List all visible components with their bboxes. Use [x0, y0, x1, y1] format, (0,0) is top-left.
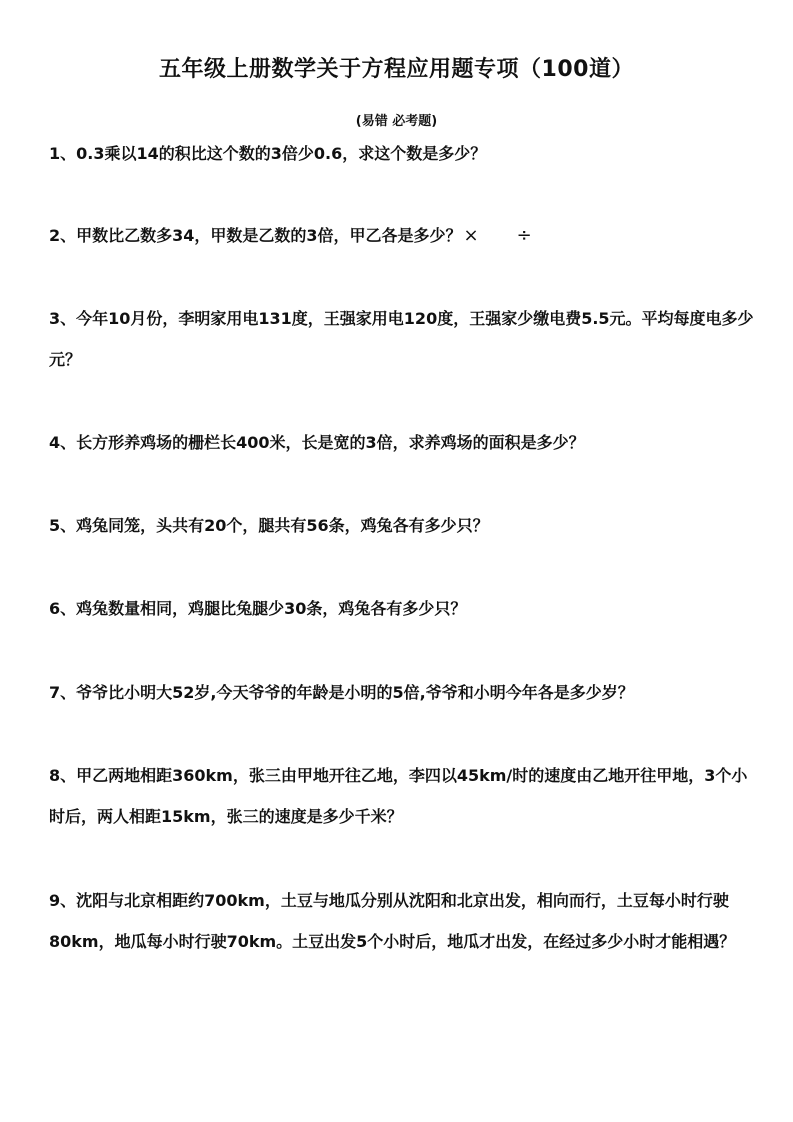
- question-1: [49, 133, 754, 174]
- question-5-text: 5、鸡兔同笼，头共有20个，腿共有56条，鸡兔各有多少只？: [49, 516, 489, 535]
- question-6: [49, 588, 754, 629]
- question-8-text: 8、甲乙两地相距360km，张三由甲地开往乙地，李四以45km/时的速度由乙地开往甲地，3个小时后，两人相距15km，张三的速度是多少千米？: [49, 766, 748, 826]
- question-7-text: 7、爷爷比小明大52岁,今天爷爷的年龄是小明的5倍,爷爷和小明今年各是多少岁？: [49, 683, 634, 702]
- question-1-text: 1、0.3乘以14的积比这个数的3倍少0.6，求这个数是多少？: [49, 144, 487, 163]
- page-title: 五年级上册数学关于方程应用题专项（100道）: [159, 57, 634, 82]
- question-6-text: 6、鸡兔数量相同，鸡腿比兔腿少30条，鸡兔各有多少只？: [49, 599, 467, 618]
- question-4-text: 4、长方形养鸡场的栅栏长400米，长是宽的3倍，求养鸡场的面积是多少？: [49, 433, 585, 452]
- question-2: [49, 215, 754, 256]
- question-3-text: 3、今年10月份，李明家用电131度，王强家用电120度，王强家少缴电费5.5元。平均每度电多少元？: [49, 309, 754, 369]
- question-2-text: 2、甲数比乙数多34，甲数是乙数的3倍，甲乙各是多少？: [49, 226, 462, 245]
- question-8: [49, 755, 754, 837]
- question-3: [49, 298, 754, 380]
- times-symbol: ×: [463, 225, 479, 246]
- question-7: [49, 672, 754, 713]
- divide-symbol: ÷: [516, 225, 532, 246]
- question-4: [49, 422, 754, 463]
- question-5: [49, 505, 754, 546]
- question-9: [49, 880, 754, 962]
- question-9-text: 9、沈阳与北京相距约700km，土豆与地瓜分别从沈阳和北京出发，相向而行，土豆每小时行驶80km，地瓜每小时行驶70km。土豆出发5个小时后，地瓜才出发，在经过多少小时才能相遇？: [49, 891, 736, 951]
- page-subtitle: (易错 必考题): [355, 114, 438, 129]
